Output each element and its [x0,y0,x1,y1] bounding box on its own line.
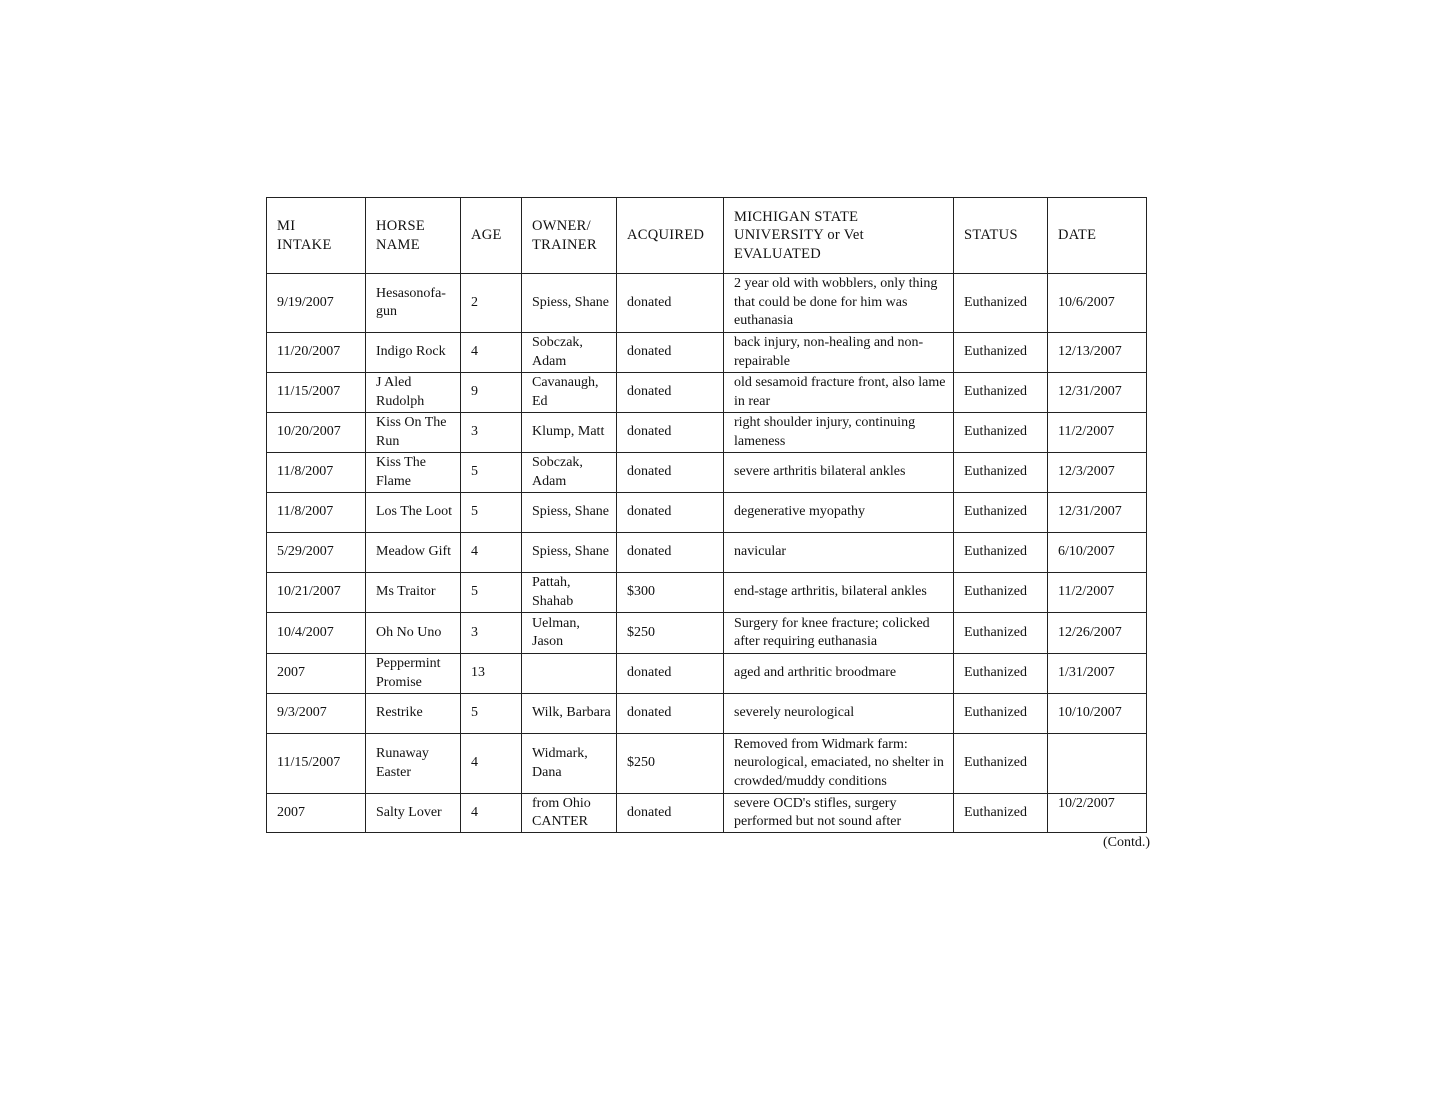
evaluation-cell: Surgery for knee fracture; colicked after requiring euthanasia [724,613,954,654]
owner-cell: Widmark, Dana [522,734,617,794]
age-cell: 5 [461,493,522,533]
acquired-cell: donated [617,654,724,694]
horse-name-cell: Indigo Rock [366,333,461,373]
age-cell: 5 [461,573,522,613]
owner-cell: Pattah, Shahab [522,573,617,613]
intake-cell: 10/21/2007 [267,573,366,613]
evaluation-cell: right shoulder injury, continuing lameness [724,413,954,453]
owner-cell: Spiess, Shane [522,274,617,333]
horse-name-cell: Oh No Uno [366,613,461,654]
owner-cell: Spiess, Shane [522,493,617,533]
acquired-cell: donated [617,453,724,493]
acquired-cell: donated [617,274,724,333]
status-cell: Euthanized [954,453,1048,493]
intake-cell: 11/8/2007 [267,453,366,493]
status-cell: Euthanized [954,654,1048,694]
status-cell: Euthanized [954,533,1048,573]
acquired-cell: $300 [617,573,724,613]
horse-name-cell: Runaway Easter [366,734,461,794]
evaluation-cell: 2 year old with wobblers, only thing that could be done for him was euthanasia [724,274,954,333]
evaluation-cell: degenerative myopathy [724,493,954,533]
acquired-cell: $250 [617,734,724,794]
horse-name-cell: Kiss On The Run [366,413,461,453]
acquired-cell: donated [617,694,724,734]
age-cell: 5 [461,694,522,734]
date-cell: 10/2/2007 [1048,794,1147,833]
date-cell: 1/31/2007 [1048,654,1147,694]
intake-cell: 9/19/2007 [267,274,366,333]
status-cell: Euthanized [954,613,1048,654]
acquired-cell: donated [617,413,724,453]
horse-name-cell: Meadow Gift [366,533,461,573]
owner-cell: Sobczak, Adam [522,333,617,373]
header-age: AGE [461,198,522,274]
horse-name-cell: Restrike [366,694,461,734]
status-cell: Euthanized [954,794,1048,833]
table-row [267,794,1147,833]
evaluation-cell: navicular [724,533,954,573]
evaluation-cell: Removed from Widmark farm: neurological, emaciated, no shelter in crowded/muddy conditions [724,734,954,794]
evaluation-cell: old sesamoid fracture front, also lame in rear [724,373,954,413]
acquired-cell: donated [617,794,724,833]
intake-cell: 11/8/2007 [267,493,366,533]
header-horse-name: HORSE NAME [366,198,461,274]
table-row [267,533,1147,573]
evaluation-cell: back injury, non-healing and non-repairable [724,333,954,373]
intake-cell: 5/29/2007 [267,533,366,573]
header-status: STATUS [954,198,1048,274]
age-cell: 4 [461,794,522,833]
header-evaluation: MICHIGAN STATE UNIVERSITY or Vet EVALUATED [724,198,954,274]
acquired-cell: donated [617,493,724,533]
evaluation-cell: severe OCD's stifles, surgery performed but not sound after [724,794,954,833]
age-cell: 4 [461,333,522,373]
intake-cell: 11/15/2007 [267,734,366,794]
evaluation-cell: end-stage arthritis, bilateral ankles [724,573,954,613]
table-row [267,573,1147,613]
owner-cell: from Ohio CANTER [522,794,617,833]
acquired-cell: donated [617,333,724,373]
table-row [267,373,1147,413]
horse-records-table [266,197,1147,833]
header-acquired: ACQUIRED [617,198,724,274]
date-cell: 12/3/2007 [1048,453,1147,493]
owner-cell [522,654,617,694]
horse-name-cell: Hesasonofa-gun [366,274,461,333]
intake-cell: 11/20/2007 [267,333,366,373]
intake-cell: 10/4/2007 [267,613,366,654]
horse-name-cell: Salty Lover [366,794,461,833]
status-cell: Euthanized [954,573,1048,613]
date-cell: 10/10/2007 [1048,694,1147,734]
date-cell: 12/31/2007 [1048,373,1147,413]
status-cell: Euthanized [954,274,1048,333]
table-row [267,413,1147,453]
table-row [267,274,1147,333]
horse-name-cell: Peppermint Promise [366,654,461,694]
header-date: DATE [1048,198,1147,274]
continued-note: (Contd.) [1102,835,1150,850]
table-row [267,453,1147,493]
horse-name-cell: J Aled Rudolph [366,373,461,413]
age-cell: 2 [461,274,522,333]
age-cell: 4 [461,734,522,794]
owner-cell: Sobczak, Adam [522,453,617,493]
table-body [267,274,1147,833]
evaluation-cell: severely neurological [724,694,954,734]
intake-cell: 9/3/2007 [267,694,366,734]
table-row [267,613,1147,654]
date-cell: 12/26/2007 [1048,613,1147,654]
age-cell: 4 [461,533,522,573]
evaluation-cell: aged and arthritic broodmare [724,654,954,694]
acquired-cell: donated [617,373,724,413]
status-cell: Euthanized [954,413,1048,453]
acquired-cell: donated [617,533,724,573]
horse-name-cell: Ms Traitor [366,573,461,613]
status-cell: Euthanized [954,694,1048,734]
status-cell: Euthanized [954,493,1048,533]
header-mi-intake: MI INTAKE [267,198,366,274]
acquired-cell: $250 [617,613,724,654]
table-row [267,493,1147,533]
status-cell: Euthanized [954,734,1048,794]
date-cell: 11/2/2007 [1048,413,1147,453]
horse-name-cell: Kiss The Flame [366,453,461,493]
date-cell: 6/10/2007 [1048,533,1147,573]
date-cell: 12/13/2007 [1048,333,1147,373]
date-cell: 12/31/2007 [1048,493,1147,533]
table-row [267,734,1147,794]
age-cell: 3 [461,613,522,654]
status-cell: Euthanized [954,333,1048,373]
date-cell [1048,734,1147,794]
intake-cell: 2007 [267,794,366,833]
status-cell: Euthanized [954,373,1048,413]
date-cell: 11/2/2007 [1048,573,1147,613]
date-cell: 10/6/2007 [1048,274,1147,333]
table-row [267,333,1147,373]
horse-name-cell: Los The Loot [366,493,461,533]
header-row [267,198,1147,274]
table-row [267,654,1147,694]
intake-cell: 2007 [267,654,366,694]
owner-cell: Cavanaugh, Ed [522,373,617,413]
table-row [267,694,1147,734]
evaluation-cell: severe arthritis bilateral ankles [724,453,954,493]
header-owner-trainer: OWNER/ TRAINER [522,198,617,274]
owner-cell: Uelman, Jason [522,613,617,654]
age-cell: 9 [461,373,522,413]
owner-cell: Klump, Matt [522,413,617,453]
intake-cell: 11/15/2007 [267,373,366,413]
age-cell: 3 [461,413,522,453]
owner-cell: Wilk, Barbara [522,694,617,734]
age-cell: 5 [461,453,522,493]
intake-cell: 10/20/2007 [267,413,366,453]
age-cell: 13 [461,654,522,694]
owner-cell: Spiess, Shane [522,533,617,573]
